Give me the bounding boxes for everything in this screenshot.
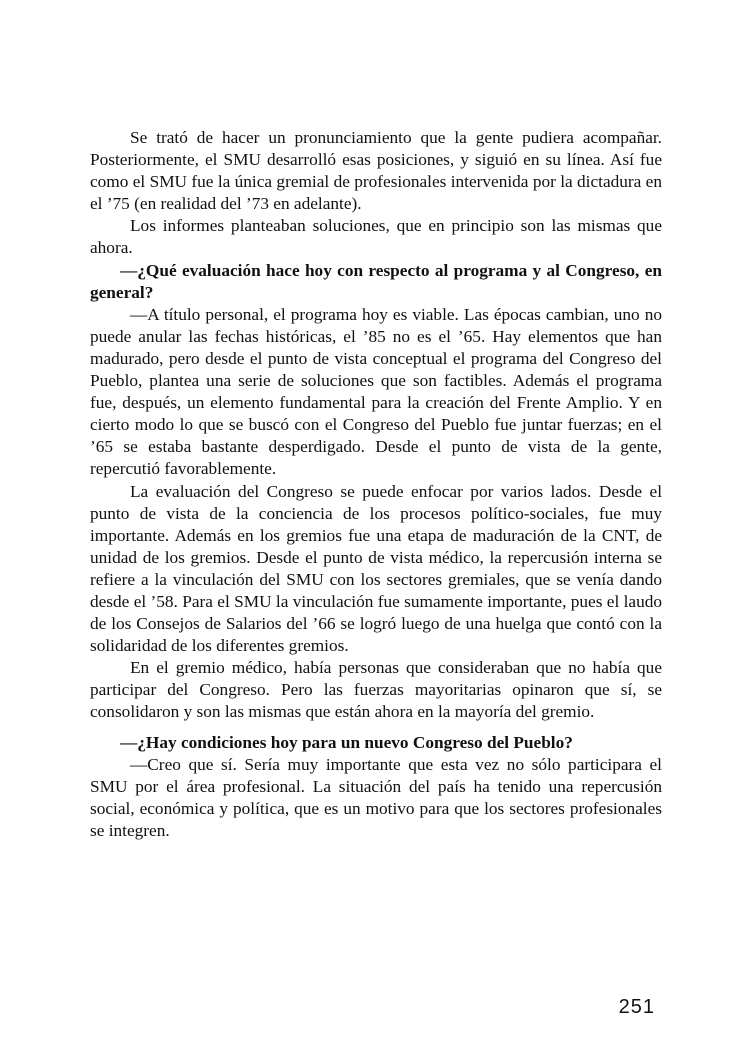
paragraph: La evaluación del Congreso se puede enfocar por varios lados. Desde el punto de vista de la conciencia de los procesos político-sociales, fue muy importante. Además en los gremios fue una etapa de maduración de la CNT, de unidad de los gremios. Desde el punto de vista médico, la repercusión interna se refiere a la vinculación del SMU con los sectores gremiales, que se venía dando desde el ’58. Para el SMU la vinculación fue sumamente importante, pues el laudo de los Consejos de Salarios del ’66 se logró luego de una huelga que contó con la solidaridad de los diferentes gremios.	[90, 481, 662, 656]
body-text	[90, 127, 662, 842]
page-number: 251	[618, 996, 655, 1018]
paragraph: —Creo que sí. Sería muy importante que esta vez no sólo participara el SMU por el área profesional. La situación del país ha tenido una repercusión social, económica y política, que es un motivo para que los sectores profesionales se integren.	[90, 754, 662, 840]
paragraph: En el gremio médico, había personas que consideraban que no había que participar del Congreso. Pero las fuerzas mayoritarias opinaron que sí, se consolidaron y son las mismas que están ahora en la mayoría del gremio.	[90, 658, 662, 722]
paragraph: Se trató de hacer un pronunciamiento que la gente pudiera acompañar. Posteriormente, el SMU desarrolló esas posiciones, y siguió en su línea. Así fue como el SMU fue la única gremial de profesionales intervenida por la dictadura en el ’75 (en realidad del ’73 en adelante).	[90, 128, 662, 214]
interview-question: —¿Qué evaluación hace hoy con respecto al programa y al Congreso, en general?	[90, 260, 662, 302]
paragraph: —A título personal, el programa hoy es viable. Las épocas cambian, uno no puede anular las fechas históricas, el ’85 no es el ’65. Hay elementos que han madurado, pero desde el punto de vista conceptual el programa del Congreso del Pueblo, plantea una serie de soluciones que son factibles. Además el programa fue, después, un elemento fundamental para la creación del Frente Amplio. Y en cierto modo lo que se buscó con el Congreso del Pueblo fue juntar fuerzas; en el ’65 se estaba bastante desperdigado. Desde el punto de vista de la gente, repercutió favorablemente.	[90, 304, 662, 479]
paragraph: Los informes planteaban soluciones, que en principio son las mismas que ahora.	[90, 216, 662, 258]
interview-question: —¿Hay condiciones hoy para un nuevo Congreso del Pueblo?	[120, 732, 573, 752]
